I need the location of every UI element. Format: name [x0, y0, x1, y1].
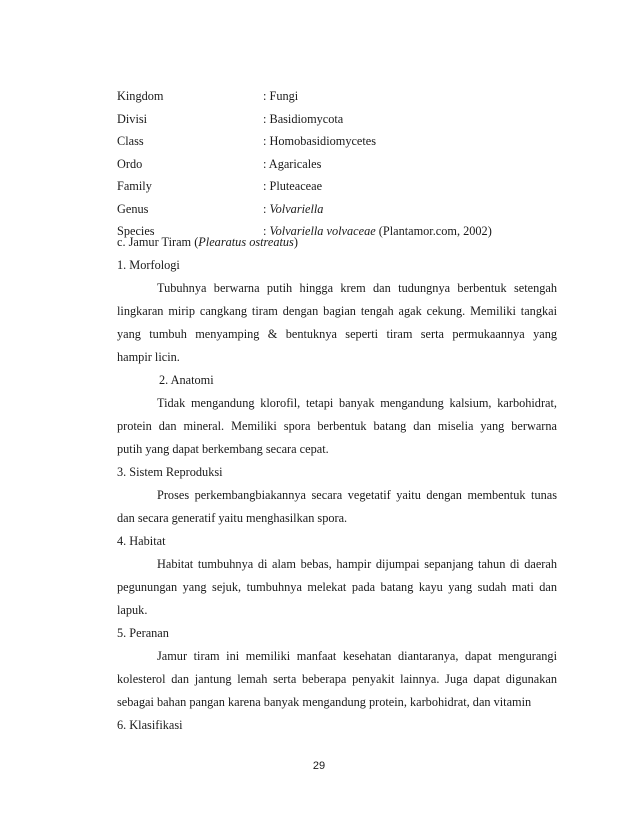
peranan-line: Jamur tiram ini memiliki manfaat kesehatan diantaranya, dapat mengurangi — [157, 648, 557, 663]
reproduksi-heading: 3. Sistem Reproduksi — [117, 464, 223, 479]
taxonomy-value-prefix: : — [263, 224, 270, 238]
morfologi-heading: 1. Morfologi — [117, 257, 180, 272]
section-heading-italic: Plearatus ostreatus — [198, 234, 294, 249]
section-heading-prefix: c. Jamur Tiram ( — [117, 234, 199, 249]
peranan-line: sebagai bahan pangan karena banyak mengandung protein, karbohidrat, dan vitamin — [117, 694, 532, 709]
taxonomy-row-kingdom — [117, 85, 557, 108]
taxonomy-key: Family — [117, 179, 152, 193]
habitat-line: Habitat tumbuhnya di alam bebas, hampir dijumpai sepanjang tahun di daerah — [157, 556, 557, 571]
taxonomy-value-italic: Volvariella volvaceae — [269, 224, 376, 238]
anatomi-heading: 2. Anatomi — [159, 372, 214, 387]
morfologi-line: Tubuhnya berwarna putih hingga krem dan tudungnya berbentuk setengah — [157, 280, 557, 295]
taxonomy-row-class — [117, 130, 557, 153]
taxonomy-value-italic: Volvariella — [269, 201, 324, 216]
habitat-heading: 4. Habitat — [117, 533, 166, 548]
taxonomy-key: Kingdom — [117, 89, 164, 103]
habitat-line: pegunungan yang sejuk, tumbuhnya melekat pada batang kayu yang sudah mati dan — [117, 579, 557, 594]
peranan-heading: 5. Peranan — [117, 625, 169, 640]
anatomi-line: Tidak mengandung klorofil, tetapi banyak mengandung kalsium, karbohidrat, — [157, 395, 557, 410]
taxonomy-value: : Basidiomycota — [263, 111, 344, 126]
reproduksi-line: Proses perkembangbiakannya secara vegetatif yaitu dengan membentuk tunas — [157, 487, 557, 502]
taxonomy-key: Divisi — [117, 111, 148, 126]
page-number: 29 — [312, 760, 326, 772]
reproduksi-line: dan secara generatif yaitu menghasilkan spora. — [117, 510, 348, 525]
taxonomy-row-genus — [117, 198, 557, 221]
section-heading-suffix: ) — [293, 234, 298, 249]
taxonomy-value-prefix: : — [263, 201, 270, 216]
taxonomy-row-ordo — [117, 153, 557, 176]
klasifikasi-heading: 6. Klasifikasi — [117, 717, 183, 732]
taxonomy-key: Ordo — [117, 156, 143, 171]
taxonomy-value: : Agaricales — [263, 156, 322, 171]
habitat-line: lapuk. — [117, 602, 148, 617]
taxonomy-value: : Homobasidiomycetes — [263, 134, 377, 148]
taxonomy-row-divisi — [117, 108, 557, 131]
morfologi-line: lingkaran mirip cangkang tiram dengan bagian tengah agak cekung. Memiliki tangkai — [117, 303, 557, 318]
anatomi-line: protein dan mineral. Memiliki spora berbentuk batang dan miselia yang berwarna — [117, 418, 557, 433]
document-body — [117, 231, 557, 737]
taxonomy-value — [263, 198, 323, 221]
section-heading-c — [117, 231, 557, 254]
taxonomy-key: Genus — [117, 201, 149, 216]
taxonomy-value: : Fungi — [263, 89, 299, 103]
anatomi-line: putih yang dapat berkembang secara cepat. — [117, 441, 329, 456]
taxonomy-row-family — [117, 175, 557, 198]
morfologi-line: hampir licin. — [117, 349, 180, 364]
peranan-line: kolesterol dan jantung lemah serta beberapa penyakit lainnya. Juga dapat digunakan — [117, 671, 557, 686]
taxonomy-table — [117, 85, 557, 243]
morfologi-line: yang tumbuh menyamping & bentuknya seperti tiram serta permukaannya yang — [117, 326, 557, 341]
taxonomy-value: : Pluteaceae — [263, 179, 323, 193]
taxonomy-key: Species — [117, 224, 155, 238]
taxonomy-value-citation: (Plantamor.com, 2002) — [375, 224, 492, 238]
taxonomy-key: Class — [117, 134, 144, 148]
